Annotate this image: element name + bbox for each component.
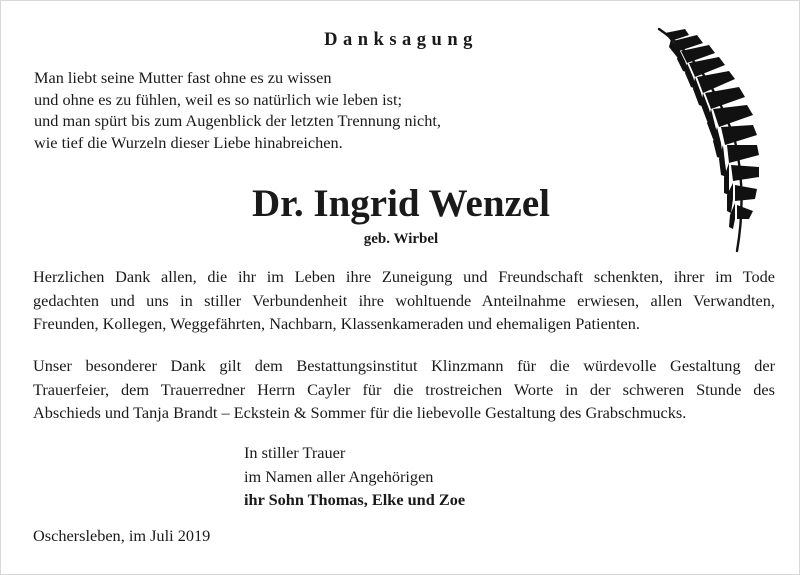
poem-line: und man spürt bis zum Augenblick der letzten Trennung nicht,	[34, 111, 441, 130]
signature-names: ihr Sohn Thomas, Elke und Zoe	[244, 490, 466, 509]
paragraph-line: Unser besonderer Dank gilt dem Bestattungsinstitut Klinzmann für die würdevolle Gestaltung der	[33, 356, 775, 375]
thanks-paragraph-special	[33, 354, 775, 425]
birth-name: geb. Wirbel	[363, 231, 439, 247]
poem-verse	[34, 67, 441, 153]
signature-block	[244, 441, 465, 512]
paragraph-line: Herzlichen Dank allen, die ihr im Leben ihre Zuneigung und Freundschaft schenkten, ihrer im Tode	[33, 267, 775, 286]
place-and-date: Oschersleben, im Juli 2019	[33, 526, 211, 545]
signature-line: In stiller Trauer	[244, 443, 346, 462]
thanks-paragraph-general	[33, 265, 775, 336]
poem-line: und ohne es zu fühlen, weil es so natürlich wie leben ist;	[34, 89, 403, 109]
paragraph-line: Trauerfeier, dem Trauerredner Herrn Cayler für die trostreichen Worte in der schweren Stunde des	[33, 379, 775, 399]
paragraph-line: gedachten und uns in stiller Verbundenheit ihre wohltuende Anteilnahme erwiesen, allen Verwandten,	[33, 290, 775, 310]
paragraph-line: Abschieds und Tanja Brandt – Eckstein & Sommer für die liebevolle Gestaltung des Grabschmucks.	[33, 403, 687, 422]
poem-line: wie tief die Wurzeln dieser Liebe hinabreichen.	[34, 132, 343, 152]
notice-heading: Danksagung	[324, 30, 478, 50]
poem-line: Man liebt seine Mutter fast ohne es zu wissen	[34, 68, 332, 87]
paragraph-line: Freunden, Kollegen, Weggefährten, Nachbarn, Klassenkameraden und ehemaligen Patienten.	[33, 314, 640, 333]
signature-line: im Namen aller Angehörigen	[244, 466, 434, 486]
deceased-name: Dr. Ingrid Wenzel	[252, 182, 550, 225]
